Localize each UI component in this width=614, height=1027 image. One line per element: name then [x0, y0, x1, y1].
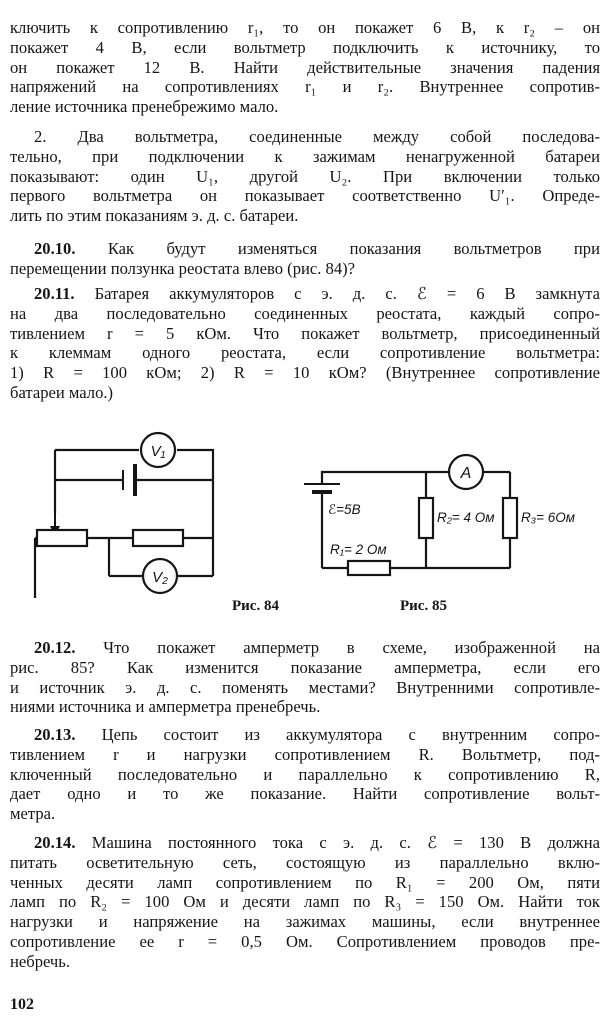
- text-line: [10, 833, 600, 853]
- text-line: [10, 638, 600, 658]
- problem-20-13: [10, 725, 600, 824]
- text-line: сопротивление ее r = 0,5 Ом. Сопротивлением проводов пре-: [10, 931, 600, 951]
- text-line: покажет 4 В, если вольтметр подключить к источнику, то: [10, 37, 600, 57]
- text-line: перемещении ползунка реостата влево (рис. 84)?: [10, 258, 356, 278]
- problem-2: [10, 127, 600, 226]
- problem-20-11: [10, 284, 600, 403]
- text-line: напряжений на сопротивлениях r₁ и r₂. Внутреннее сопротив-: [10, 77, 600, 97]
- text-line: [10, 239, 600, 259]
- text-line: первого вольтметра он показывает соответственно U′₁. Опреде-: [10, 186, 600, 206]
- ammeter-label: A: [460, 465, 472, 482]
- text-line: он покажет 12 В. Найти действительные значения падения: [10, 57, 600, 77]
- text-line: показывают: один U₁, другой U₂. При включении только: [10, 166, 600, 186]
- r1-label: R₁= 2 Ом: [330, 542, 387, 557]
- text-line: 2. Два вольтметра, соединенные между собой последова-: [34, 127, 600, 146]
- text-line: лить по этим показаниям э. д. с. батареи.: [10, 206, 299, 226]
- figure-84-caption: Рис. 84: [232, 598, 279, 614]
- text-line: батареи мало.): [10, 382, 114, 402]
- text-line: небречь.: [10, 951, 70, 971]
- text-line: метра.: [10, 804, 56, 824]
- figure-85-caption: Рис. 85: [400, 598, 447, 614]
- problem-number: 20.14.: [34, 833, 76, 852]
- text-line: ление источника пренебрежимо мало.: [10, 97, 279, 117]
- text-line: тельно, при подключении к зажимам ненагруженной батареи: [10, 146, 600, 166]
- text-line: рис. 85? Как изменится показание амперметра, если его: [10, 657, 600, 677]
- text-fragment: Как будут изменяться показания вольтметров при: [107, 239, 600, 258]
- text-line: к клеммам одного реостата, если сопротивление вольтметра:: [10, 343, 600, 363]
- text-line: дает одно и то же показание. Найти сопротивление вольт-: [10, 784, 600, 804]
- text-line: 1) R = 100 кОм; 2) R = 10 кОм? (Внутреннее сопротивление: [10, 363, 600, 383]
- text-fragment: Цепь состоит из аккумулятора с внутренним сопро-: [101, 725, 600, 744]
- text-line: тивлением r и нагрузки сопротивлением R. Вольтметр, под-: [10, 744, 600, 764]
- text-line: тивлением r = 5 кОм. Что покажет вольтметр, присоединенный: [10, 323, 600, 343]
- problem-number: 20.10.: [34, 239, 76, 258]
- text-line: ченных десяти ламп сопротивлением по R₁ = 200 Ом, пяти: [10, 872, 600, 892]
- text-line: нагрузки и напряжение на зажимах машины, если внутреннее: [10, 912, 600, 932]
- text-line: ламп по R₂ = 100 Ом и десяти ламп по R₃ = 150 Ом. Найти ток: [10, 892, 600, 912]
- text-fragment: Машина постоянного тока с э. д. с. ℰ = 130 В должна: [91, 833, 600, 852]
- text-line: питать осветительную сеть, состоящую из параллельно вклю-: [10, 852, 600, 872]
- text-fragment: Батарея аккумуляторов с э. д. с. ℰ = 6 В замкнута: [94, 284, 600, 303]
- top-paragraph: [10, 18, 600, 117]
- page-number: 102: [10, 996, 34, 1013]
- v2-label: V₂: [152, 569, 168, 586]
- problem-20-14: [10, 833, 600, 972]
- text-line: [10, 725, 600, 745]
- text-line: [10, 284, 600, 304]
- emf-label: ℰ=5В: [328, 502, 361, 517]
- text-line: ниями источника и амперметра пренебречь.: [10, 697, 321, 717]
- text-line: ключенный последовательно и параллельно к сопротивлению R,: [10, 764, 600, 784]
- circuit-diagram-fig85: [298, 440, 598, 590]
- problem-number: 20.13.: [34, 725, 76, 744]
- problem-number: 20.12.: [34, 638, 76, 657]
- problem-20-10: [10, 239, 600, 279]
- text-line: на два последовательно соединенных реостата, каждый сопро-: [10, 303, 600, 323]
- r2-label: R₂= 4 Ом: [437, 510, 495, 525]
- text-fragment: Что покажет амперметр в схеме, изображенной на: [103, 638, 600, 657]
- problem-number: 20.11.: [34, 284, 75, 303]
- circuit-diagram-fig84: [25, 428, 235, 618]
- text-line: ключить к сопротивлению r₁, то он покажет 6 В, к r₂ – он: [10, 18, 600, 37]
- r3-label: R₃= 6Ом: [521, 510, 575, 525]
- problem-20-12: [10, 638, 600, 717]
- text-line: и источник э. д. с. поменять местами? Внутренними сопротивле-: [10, 677, 600, 697]
- v1-label: V₁: [150, 443, 166, 460]
